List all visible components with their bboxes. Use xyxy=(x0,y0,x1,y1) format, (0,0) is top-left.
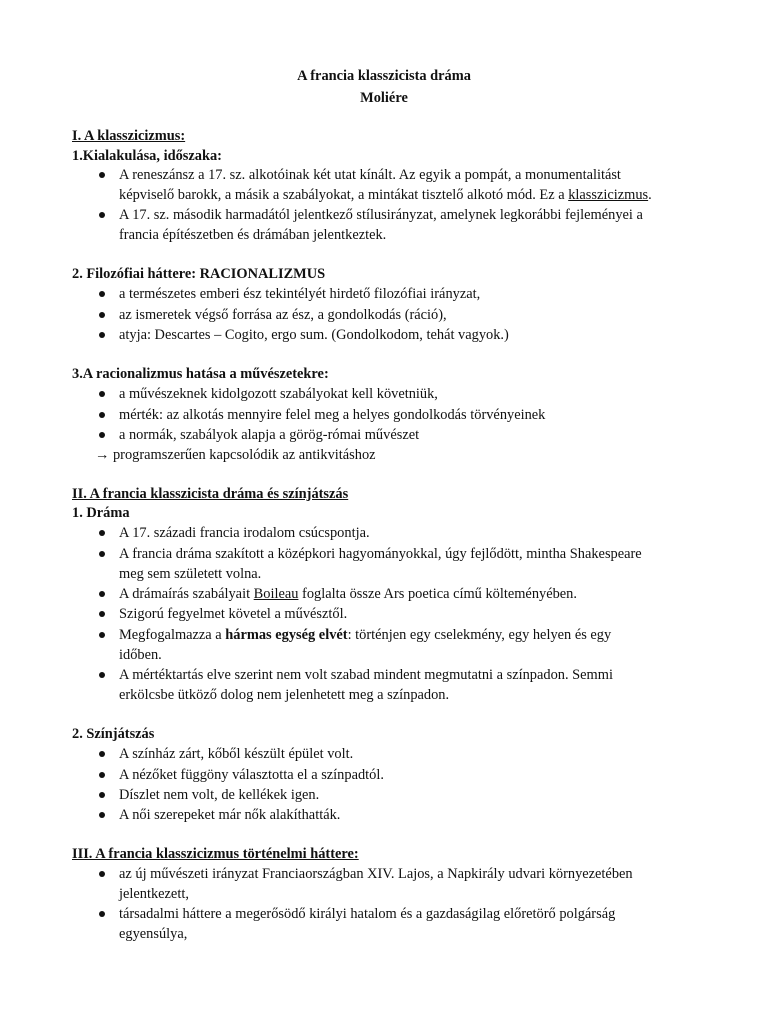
bullet-text: a természetes emberi ész tekintélyét hirdető filozófiai irányzat, xyxy=(119,286,481,302)
bullet-icon xyxy=(99,412,105,418)
bullet-text: A francia dráma szakított a középkori hagyományokkal, úgy fejlődött, mintha Shakespeare xyxy=(119,546,642,562)
bullet-text-continued: meg sem született volna. xyxy=(119,566,262,582)
arrow-note: → programszerűen kapcsolódik az antikvitáshoz xyxy=(95,447,376,463)
bullet-icon xyxy=(99,530,105,536)
section-1-sub1-heading: 1.Kialakulása, időszaka: xyxy=(72,148,222,164)
bullet-icon xyxy=(99,792,105,798)
text-run: foglalta össze Ars poetica című költeményében. xyxy=(298,586,577,602)
bullet-text-continued: egyensúlya, xyxy=(119,926,188,942)
section-2-sub1-heading: 1. Dráma xyxy=(72,505,130,521)
bullet-icon xyxy=(99,312,105,318)
bullet-text: a normák, szabályok alapja a görög-római művészet xyxy=(119,427,420,443)
bullet-text: a művészeknek kidolgozott szabályokat kell követniük, xyxy=(119,386,438,402)
bullet-text-continued: francia építészetben és drámában jelentkeztek. xyxy=(119,227,387,243)
bullet-text: Díszlet nem volt, de kellékek igen. xyxy=(119,787,320,803)
bullet-icon xyxy=(99,911,105,917)
bullet-text: társadalmi háttere a megerősödő királyi hatalom és a gazdaságilag előretörő polgárság xyxy=(119,906,616,922)
bullet-text: az új művészeti irányzat Franciaországban XIV. Lajos, a Napkirály udvari környezetében xyxy=(119,866,633,882)
bullet-icon xyxy=(99,391,105,397)
section-1-sub3-heading: 3.A racionalizmus hatása a művészetekre: xyxy=(72,366,329,382)
document-subtitle: Moliére xyxy=(360,90,408,106)
bullet-text: A reneszánsz a 17. sz. alkotóinak két utat kínált. Az egyik a pompát, a monumentalitást xyxy=(119,167,621,183)
section-1-sub2-heading: 2. Filozófiai háttere: RACIONALIZMUS xyxy=(72,266,326,282)
bullet-text: A női szerepeket már nők alakíthatták. xyxy=(119,807,341,823)
bullet-icon xyxy=(99,432,105,438)
text-run: . xyxy=(648,187,652,203)
bullet-icon xyxy=(99,332,105,338)
text-run: : történjen egy cselekmény, egy helyen és egy xyxy=(347,627,612,643)
bullet-text: A színház zárt, kőből készült épület volt. xyxy=(119,746,354,762)
bullet-text: A 17. századi francia irodalom csúcspontja. xyxy=(119,525,370,541)
bullet-text-continued: erkölcsbe ütköző dolog nem jelenhetett meg a színpadon. xyxy=(119,687,450,703)
section-2-heading: II. A francia klasszicista dráma és színjátszás xyxy=(72,486,349,502)
bullet-text xyxy=(119,625,611,645)
bullet-icon xyxy=(99,871,105,877)
klasszicizmus-underlined: klasszicizmus xyxy=(568,187,649,203)
bullet-icon xyxy=(99,812,105,818)
bullet-text: atyja: Descartes – Cogito, ergo sum. (Gondolkodom, tehát vagyok.) xyxy=(119,327,509,343)
bullet-text: Szigorú fegyelmet követel a művésztől. xyxy=(119,606,348,622)
bullet-text-continued xyxy=(119,185,652,205)
section-1-heading: I. A klasszicizmus: xyxy=(72,128,186,144)
bullet-text: A mértéktartás elve szerint nem volt szabad mindent megmutatni a színpadon. Semmi xyxy=(119,667,613,683)
bullet-icon xyxy=(99,611,105,617)
bullet-icon xyxy=(99,751,105,757)
bullet-text: az ismeretek végső forrása az ész, a gondolkodás (ráció), xyxy=(119,307,447,323)
bullet-icon xyxy=(99,632,105,638)
text-run: A drámaírás szabályait xyxy=(119,586,254,602)
bullet-icon xyxy=(99,591,105,597)
bullet-text xyxy=(119,584,577,604)
bullet-text: A nézőket függöny választotta el a színpadtól. xyxy=(119,767,384,783)
bullet-icon xyxy=(99,772,105,778)
section-3-heading: III. A francia klasszicizmus történelmi háttere: xyxy=(72,846,359,862)
harmas-egyseg-bold: hármas egység elvét xyxy=(225,627,348,643)
bullet-text: mérték: az alkotás mennyire felel meg a helyes gondolkodás törvényeinek xyxy=(119,407,546,423)
bullet-text-continued: időben. xyxy=(119,647,162,663)
bullet-icon xyxy=(99,551,105,557)
bullet-text: A 17. sz. második harmadától jelentkező stílusirányzat, amelynek legkorábbi fejleményei a xyxy=(119,207,643,223)
bullet-icon xyxy=(99,291,105,297)
boileau-underlined: Boileau xyxy=(253,586,299,602)
bullet-text-continued: jelentkezett, xyxy=(119,886,189,902)
bullet-icon xyxy=(99,672,105,678)
document-title: A francia klasszicista dráma xyxy=(297,68,471,84)
text-run: Megfogalmazza a xyxy=(119,627,226,643)
bullet-icon xyxy=(99,212,105,218)
text-run: képviselő barokk, a másik a szabályokat, a mintákat tisztelő alkotó mód. Ez a xyxy=(119,187,569,203)
section-2-sub2-heading: 2. Színjátszás xyxy=(72,726,155,742)
bullet-icon xyxy=(99,172,105,178)
